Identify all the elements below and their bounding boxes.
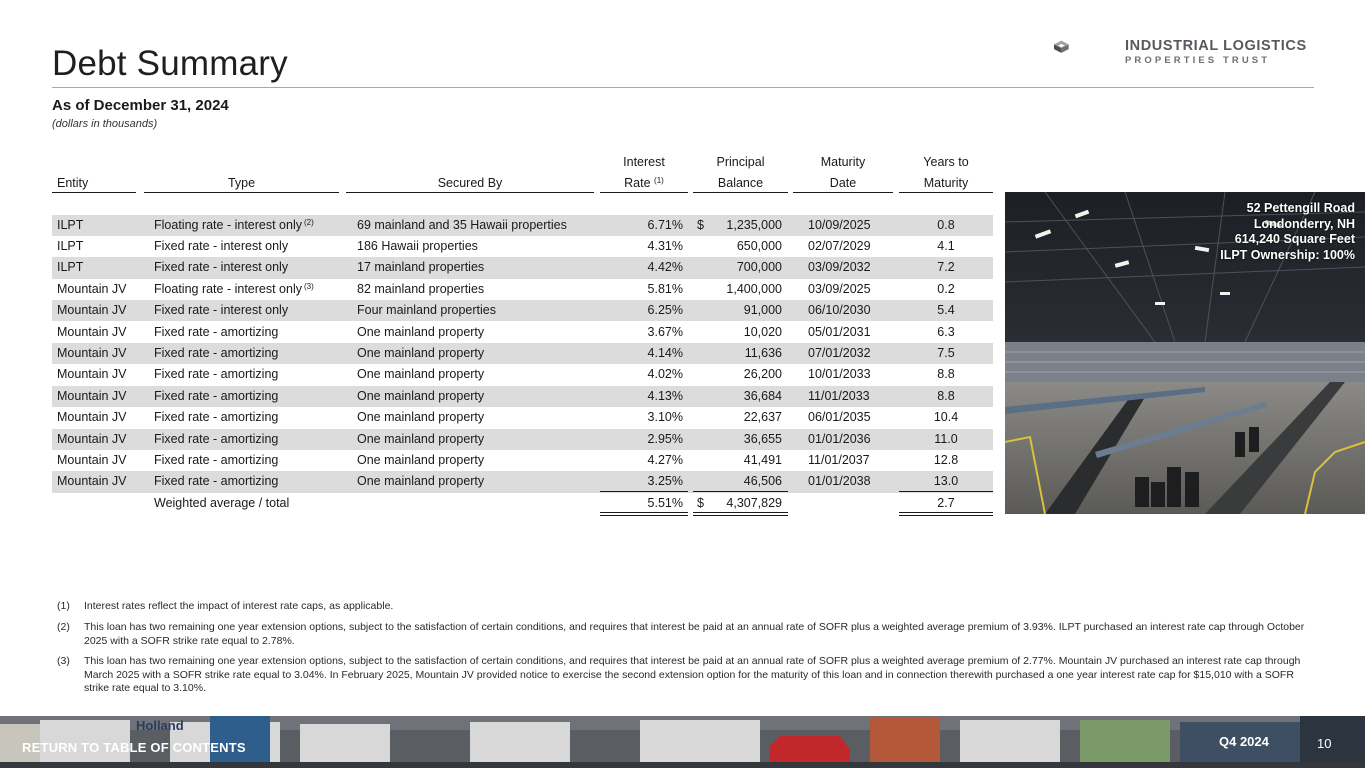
cell-years: 4.1 xyxy=(937,238,955,253)
page-number: 10 xyxy=(1317,736,1332,751)
footer-quarter: Q4 2024 xyxy=(1219,734,1269,749)
cell-secured-by: 186 Hawaii properties xyxy=(357,238,478,253)
table-row xyxy=(52,386,993,407)
title-divider xyxy=(52,87,1314,88)
cell-type xyxy=(154,364,278,385)
table-row xyxy=(52,450,993,471)
footnote-1-number: (1) xyxy=(57,600,70,612)
company-logo xyxy=(1054,20,1116,74)
cell-type-text: Fixed rate - amortizing xyxy=(154,410,279,425)
footnote-1 xyxy=(57,600,1307,614)
cell-type-footnote-ref: (2) xyxy=(304,217,314,227)
cell-years: 13.0 xyxy=(933,474,959,489)
cell-entity: Mountain JV xyxy=(57,281,127,296)
cell-years: 6.3 xyxy=(937,324,955,339)
cell-entity: Mountain JV xyxy=(57,431,127,446)
cell-rate: 6.71% xyxy=(647,217,683,232)
table-row xyxy=(52,407,993,428)
footnote-2-text: This loan has two remaining one year extension options, subject to the satisfaction of certain conditions, and requires that interest be paid at an annual rate of SOFR plus a weighted average premium of 3.93%. ILPT purchased an interest rate cap through October 2025 with a SOFR strike rate equal to 2.78%. xyxy=(84,621,1305,647)
footer-truck-lettering: Holland xyxy=(136,718,184,733)
cell-principal: 1,400,000 xyxy=(726,281,782,296)
cell-maturity: 03/09/2025 xyxy=(808,281,871,296)
cell-secured-by: 69 mainland and 35 Hawaii properties xyxy=(357,217,567,232)
cell-secured-by: One mainland property xyxy=(357,367,485,382)
cell-principal: 10,020 xyxy=(743,324,782,339)
table-row xyxy=(52,322,993,343)
cell-principal: 91,000 xyxy=(743,303,782,318)
cell-secured-by: 17 mainland properties xyxy=(357,260,485,275)
cell-type xyxy=(154,343,278,364)
cell-years: 0.8 xyxy=(937,217,955,232)
table-row xyxy=(52,471,993,492)
table-row xyxy=(52,429,993,450)
cell-principal: 36,655 xyxy=(743,431,782,446)
cell-type-text: Fixed rate - amortizing xyxy=(154,324,279,339)
cell-maturity: 11/01/2033 xyxy=(808,388,870,403)
cell-maturity: 06/10/2030 xyxy=(808,303,871,318)
cell-type-text: Fixed rate - amortizing xyxy=(154,388,279,403)
property-photo xyxy=(1005,192,1365,514)
header-maturity-bottom: Date xyxy=(829,176,857,190)
cell-type-text: Fixed rate - amortizing xyxy=(154,452,279,467)
cell-entity: Mountain JV xyxy=(57,474,127,489)
photo-caption-size: 614,240 Square Feet xyxy=(1234,232,1355,246)
cell-type xyxy=(154,236,288,257)
total-principal-double1 xyxy=(693,512,788,513)
header-years-top: Years to xyxy=(923,155,969,169)
cell-maturity: 10/09/2025 xyxy=(808,217,871,232)
cell-type-text: Fixed rate - amortizing xyxy=(154,367,279,382)
cell-years: 10.4 xyxy=(933,410,959,425)
cell-rate: 5.81% xyxy=(647,281,683,296)
cell-years: 0.2 xyxy=(937,281,955,296)
header-underline-secured xyxy=(346,192,594,193)
cell-rate: 6.25% xyxy=(647,303,683,318)
footnote-2-number: (2) xyxy=(57,621,70,633)
as-of-date: As of December 31, 2024 xyxy=(52,97,229,114)
header-entity: Entity xyxy=(57,176,89,190)
cell-maturity: 01/01/2038 xyxy=(808,474,871,489)
cell-secured-by: Four mainland properties xyxy=(357,303,496,318)
table-row xyxy=(52,215,993,236)
cell-type-text: Fixed rate - amortizing xyxy=(154,431,279,446)
cell-rate: 4.14% xyxy=(647,345,683,360)
cell-type xyxy=(154,215,314,236)
header-underline-type xyxy=(144,192,339,193)
cell-entity: Mountain JV xyxy=(57,452,127,467)
cell-entity: Mountain JV xyxy=(57,345,127,360)
cell-type xyxy=(154,450,278,471)
cell-maturity: 05/01/2031 xyxy=(808,324,871,339)
cell-entity: Mountain JV xyxy=(57,303,127,318)
footnote-3 xyxy=(57,655,1307,696)
total-years-double2 xyxy=(899,515,993,516)
total-years: 2.7 xyxy=(937,496,955,510)
cell-rate: 3.10% xyxy=(647,410,683,425)
cell-years: 12.8 xyxy=(933,452,959,467)
cell-currency: $ xyxy=(697,217,704,232)
cell-entity: ILPT xyxy=(57,217,84,232)
cell-entity: Mountain JV xyxy=(57,367,127,382)
footnote-3-text: This loan has two remaining one year extension options, subject to the satisfaction of certain conditions, and requires that interest be paid at an annual rate of SOFR plus a weighted average premium of 2.77%. Mountain JV purchased an interest rate cap through March 2025 with a SOFR strike rate equal to 3.04%. In February 2025, Mountain JV provided notice to exercise the second extension option for the maturity of this loan and in connection therewith purchased a one year interest rate cap for $15,010 with a SOFR strike rate equal to 3.10%. xyxy=(84,655,1301,694)
cell-secured-by: One mainland property xyxy=(357,410,485,425)
header-principal-top: Principal xyxy=(716,155,765,169)
cell-maturity: 10/01/2033 xyxy=(808,367,871,382)
cell-entity: Mountain JV xyxy=(57,388,127,403)
header-years-bottom: Maturity xyxy=(923,176,969,190)
cell-type-text: Fixed rate - interest only xyxy=(154,238,289,253)
cell-entity: Mountain JV xyxy=(57,324,127,339)
cell-type-text: Fixed rate - amortizing xyxy=(154,474,279,489)
cell-years: 5.4 xyxy=(937,303,955,318)
photo-caption-city: Londonderry, NH xyxy=(1253,216,1355,231)
total-principal-double2 xyxy=(693,515,788,516)
table-row xyxy=(52,364,993,385)
units-note: (dollars in thousands) xyxy=(52,118,158,130)
cell-type xyxy=(154,257,288,278)
cell-rate: 4.13% xyxy=(647,388,683,403)
total-currency: $ xyxy=(697,496,704,510)
table-row xyxy=(52,343,993,364)
cell-type xyxy=(154,386,278,407)
cell-principal: 11,636 xyxy=(744,345,782,360)
photo-caption xyxy=(1220,201,1355,263)
cell-principal: 1,235,000 xyxy=(726,217,782,232)
cell-secured-by: One mainland property xyxy=(357,431,485,446)
cell-principal: 700,000 xyxy=(736,260,782,275)
cell-principal: 26,200 xyxy=(743,367,782,382)
cell-years: 7.2 xyxy=(937,260,955,275)
cell-maturity: 03/09/2032 xyxy=(808,260,871,275)
cell-maturity: 07/01/2032 xyxy=(808,345,871,360)
cell-rate: 4.42% xyxy=(647,260,683,275)
cell-type xyxy=(154,429,278,450)
total-principal-topline xyxy=(693,491,788,492)
table-row xyxy=(52,236,993,257)
page-title: Debt Summary xyxy=(52,44,288,83)
cell-years: 8.8 xyxy=(937,367,955,382)
cell-entity: ILPT xyxy=(57,260,84,275)
header-rate-label: Rate xyxy=(624,176,651,190)
cell-secured-by: One mainland property xyxy=(357,345,485,360)
cell-principal: 46,506 xyxy=(743,474,782,489)
cell-type-text: Fixed rate - interest only xyxy=(154,303,289,318)
cell-years: 7.5 xyxy=(937,345,955,360)
total-rate: 5.51% xyxy=(647,496,683,510)
cell-principal: 650,000 xyxy=(736,238,782,253)
cell-principal: 41,491 xyxy=(743,452,782,467)
cell-type-footnote-ref: (3) xyxy=(304,281,314,291)
cell-type xyxy=(154,300,288,321)
header-underline-principal xyxy=(693,192,788,193)
logo-name-line1: INDUSTRIAL LOGISTICS xyxy=(1125,38,1307,54)
cell-principal: 36,684 xyxy=(743,388,782,403)
cell-entity: ILPT xyxy=(57,238,84,253)
header-underline-maturity xyxy=(793,192,893,193)
footnote-2 xyxy=(57,621,1307,648)
cell-secured-by: One mainland property xyxy=(357,388,485,403)
table-row xyxy=(52,279,993,300)
total-label: Weighted average / total xyxy=(154,496,290,510)
header-rate-bottom xyxy=(600,173,688,194)
cell-rate: 2.95% xyxy=(647,431,683,446)
cell-entity: Mountain JV xyxy=(57,410,127,425)
total-years-double1 xyxy=(899,512,993,513)
logo-name-line2: PROPERTIES TRUST xyxy=(1125,55,1271,66)
photo-caption-ownership: ILPT Ownership: 100% xyxy=(1220,247,1355,262)
cell-type-text: Fixed rate - amortizing xyxy=(154,345,279,360)
cell-rate: 3.25% xyxy=(647,474,683,489)
header-rate-top: Interest xyxy=(623,155,665,169)
total-rate-double1 xyxy=(600,512,688,513)
table-row xyxy=(52,300,993,321)
cell-secured-by: 82 mainland properties xyxy=(357,281,485,296)
cell-rate: 4.02% xyxy=(647,367,683,382)
header-secured-by: Secured By xyxy=(437,176,503,190)
header-underline-years xyxy=(899,192,993,193)
footnote-1-text: Interest rates reflect the impact of interest rate caps, as applicable. xyxy=(84,600,394,612)
cell-maturity: 01/01/2036 xyxy=(808,431,871,446)
header-type: Type xyxy=(227,176,256,190)
cell-type xyxy=(154,279,314,300)
cell-rate: 4.27% xyxy=(647,452,683,467)
cell-type xyxy=(154,322,278,343)
cell-type xyxy=(154,407,278,428)
cell-rate: 4.31% xyxy=(647,238,683,253)
cell-type-text: Fixed rate - interest only xyxy=(154,260,289,275)
header-underline-entity xyxy=(52,192,136,193)
header-underline-rate xyxy=(600,192,688,193)
footnote-3-number: (3) xyxy=(57,655,70,667)
total-row xyxy=(52,493,993,514)
cell-rate: 3.67% xyxy=(647,324,683,339)
header-maturity-top: Maturity xyxy=(820,155,866,169)
cell-principal: 22,637 xyxy=(743,410,782,425)
cell-years: 11.0 xyxy=(934,431,958,446)
header-principal-bottom: Balance xyxy=(717,176,764,190)
total-rate-topline xyxy=(600,491,688,492)
header-rate-footnote-ref: (1) xyxy=(654,176,664,185)
return-to-contents-link[interactable]: RETURN TO TABLE OF CONTENTS xyxy=(22,740,246,755)
total-years-topline xyxy=(899,491,993,492)
total-rate-double2 xyxy=(600,515,688,516)
total-principal: 4,307,829 xyxy=(726,496,782,510)
cell-maturity: 11/01/2037 xyxy=(808,452,870,467)
table-row xyxy=(52,257,993,278)
cell-years: 8.8 xyxy=(937,388,955,403)
cell-maturity: 06/01/2035 xyxy=(808,410,871,425)
cell-secured-by: One mainland property xyxy=(357,452,485,467)
cell-type xyxy=(154,471,278,492)
cell-secured-by: One mainland property xyxy=(357,324,485,339)
photo-caption-address: 52 Pettengill Road xyxy=(1246,201,1355,215)
cell-type-text: Floating rate - interest only xyxy=(154,217,302,232)
cell-secured-by: One mainland property xyxy=(357,474,485,489)
cell-maturity: 02/07/2029 xyxy=(808,238,871,253)
cell-type-text: Floating rate - interest only xyxy=(154,281,302,296)
